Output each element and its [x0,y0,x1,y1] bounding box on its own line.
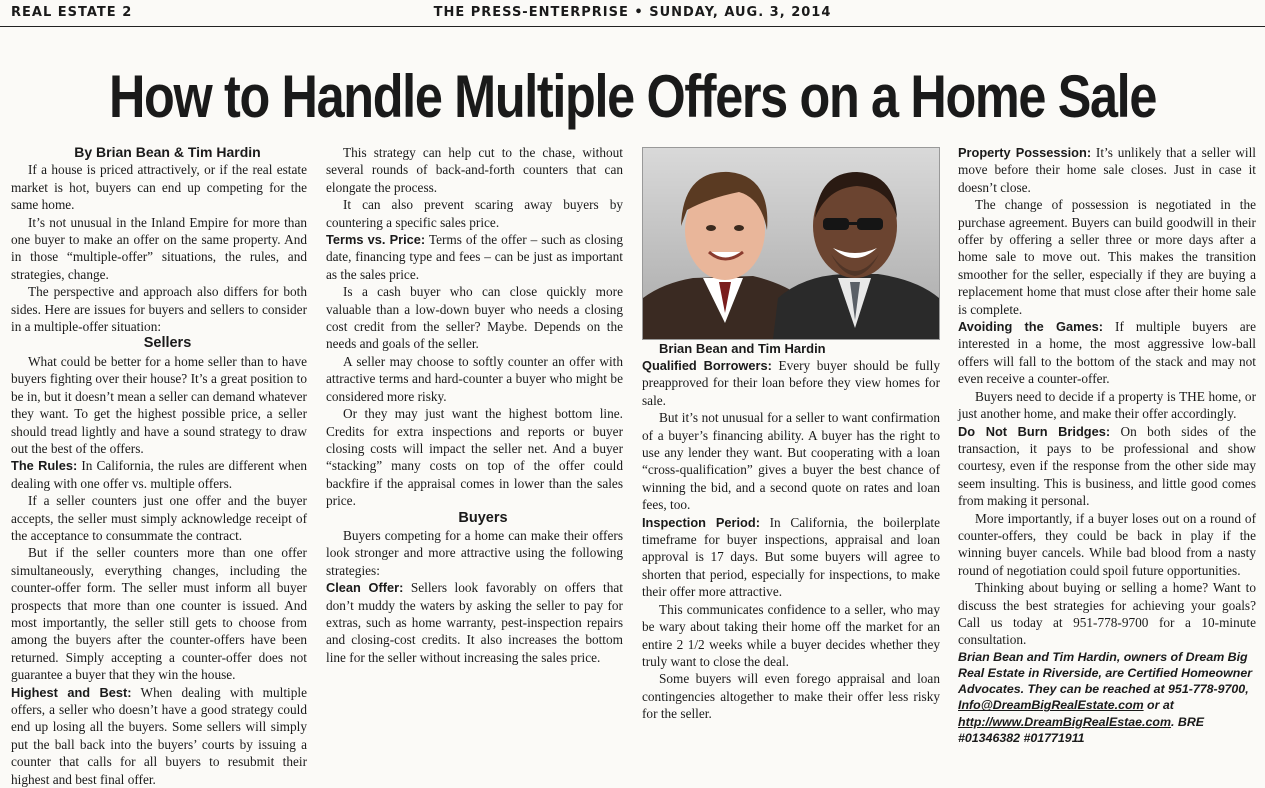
paragraph: A seller may choose to softly counter an offer with attractive terms and hard-counter a buyer who might be considered more risky. [326,353,623,404]
lead-in: Highest and Best: [11,684,132,700]
paper-dateline: THE PRESS-ENTERPRISE • SUNDAY, AUG. 3, 2014 [433,5,832,20]
paragraph: Buyers need to decide if a property is THE home, or just another home, and make their offer accordingly. [958,388,1256,422]
paragraph: Buyers competing for a home can make their offers look stronger and more attractive using the following strategies: [326,527,623,578]
author-photo [642,147,940,340]
column-3-text [642,357,940,723]
photo-image [643,148,939,339]
lead-in: Do Not Burn Bridges: [958,423,1111,439]
paragraph [958,144,1256,196]
paragraph: But it’s not unusual for a seller to want confirmation of a buyer’s financing ability. A buyer has the right to use any lender they want. But cooperating with a loan “cross-qualification” gives a buyer the best chance of winning the bid, and a second quote on rates and loan fees, too. [642,410,940,513]
byline: By Brian Bean & Tim Hardin [74,144,261,160]
lead-text: Sellers look favorably on offers that don’t muddy the waters by asking the seller to pay for extras, such as home warranty, pest-inspection repairs and closing-cost credits. It also increases the bottom line for the seller without increasing the sales price. [326,580,623,665]
lead-text: Terms of the offer – such as closing date, financing type and fees – can be just as important as the sales price. [326,232,623,282]
paragraph [326,579,623,666]
lead-text: In California, the rules are different when dealing with one offer vs. multiple offers. [11,458,307,491]
paragraph: Is a cash buyer who can close quickly more valuable than a low-down buyer who needs a closing cost credit from the seller? Maybe. Depends on the needs and goals of the seller. [326,284,623,352]
lead-in: Clean Offer: [326,580,404,596]
column-3 [642,144,940,774]
paragraph: What could be better for a home seller than to have buyers fighting over their house? It’s a great position to be in, but it doesn’t mean a seller can demand whatever they want. To get the highest possible price, a seller should tread lightly and have a sound strategy to draw out the best of the offers. [11,353,307,456]
column-4 [958,144,1256,774]
lead-text: When dealing with multiple offers, a seller who doesn’t have a good strategy could end up losing all the buyers. Some sellers will simply put the ball back into the buyers’ courts by issuing a counter that calls for all buyers to resubmit their highest and best final offer. [11,684,307,787]
paragraph: Thinking about buying or selling a home? Want to discuss the best strategies for achieving your goals? Call us today at 951-778-9700 for a 10-minute consultation. [958,580,1256,648]
lead-in: Qualified Borrowers: [642,358,772,373]
photo-caption: Brian Bean and Tim Hardin [659,341,826,356]
paragraph: Some buyers will even forego appraisal and loan contingencies altogether to make their offer less risky for the seller. [642,671,940,722]
bio-email-link[interactable]: Info@DreamBigRealEstate.com [958,698,1144,713]
lead-text: Every buyer should be fully preapproved for their loan before they view homes for sale. [642,358,940,408]
paragraph: This communicates confidence to a seller, who may be wary about taking their home off the market for an entire 2 1/2 weeks while a buyer decides whether they truly want to close the deal. [642,601,940,669]
paragraph [326,231,623,283]
subhead-sellers: Sellers [143,335,192,352]
paragraph: It can also prevent scaring away buyers by countering a specific sales price. [326,197,623,230]
article-headline: How to Handle Multiple Offers on a Home Sale [108,63,1157,130]
author-bio [958,649,1256,746]
paragraph [642,514,940,601]
column-2-flow [326,127,623,667]
bio-text: or at [1143,698,1174,713]
lead-text: If multiple buyers are interested in a home, the most aggressive low-ball offers will fall to the bottom of the stack and may not even receive a counter-offer. [958,319,1257,387]
paragraph: It’s not unusual in the Inland Empire for more than one buyer to make an offer on the same property. And in those “multiple-offer” situations, the rules, and strategies, change. [11,214,307,282]
lead-in: Inspection Period: [642,514,760,530]
column-1 [11,144,307,787]
lead-in: Terms vs. Price: [326,232,426,248]
paragraph: The change of possession is negotiated in the purchase agreement. Buyers can build goodwill in their offer by offering a seller three or more days after a home sale to move out. This makes the transition smoother for the seller, especially if they are buying a replacement home that must close after their home sale is complete. [958,197,1256,317]
paragraph [958,318,1256,388]
paragraph: If a house is priced attractively, or if the real estate market is hot, buyers can end up competing for the same home. [11,162,307,213]
bio-text: Brian Bean and Tim Hardin, owners of Dream Big Real Estate in Riverside, are Certified Homeowner Advocates. They can be reached at 951-778-9700, [958,649,1253,697]
subhead-buyers: Buyers [458,509,508,526]
lead-in: Property Possession: [958,145,1092,160]
column-2 [326,144,623,774]
paragraph: This strategy can help cut to the chase, without several rounds of back-and-forth counters that can elongate the process. [326,145,623,195]
page-header [0,0,1265,27]
paragraph [958,423,1256,510]
paragraph [642,357,940,409]
paragraph [11,457,307,492]
paragraph [11,684,307,788]
paragraph: Or they may just want the highest bottom line. Credits for extra inspections and reports or buyer closing costs will impact the seller net. And a buyer “stacking” many costs on top of the offer could backfire if the appraisal comes in lower than the sales price. [326,406,623,509]
paragraph: The perspective and approach also differs for both sides. Here are issues for buyers and sellers to consider in a multiple-offer situation: [11,284,307,335]
paragraph: More importantly, if a buyer loses out on a round of counter-offers, they could be back in play if the winning buyer cancels. While bad blood from a nasty round of negotiation could spoil future opportunities. [958,510,1256,578]
lead-text: It’s unlikely that a seller will move before their home sale closes. Just in case it doesn’t close. [958,145,1256,195]
bio-text: . BRE #01346382 #01771911 [958,714,1205,745]
lead-in: Avoiding the Games: [958,319,1103,335]
bio-website-link[interactable]: http://www.DreamBigRealEstae.com [958,714,1171,729]
section-label: REAL ESTATE 2 [11,5,133,20]
paragraph: But if the seller counters more than one offer simultaneously, everything changes, including the counter-offer form. The seller must inform all buyer prospects that more than one counter is issued. And most importantly, the seller still gets to choose from among the buyers after the counter-offers have been returned. Simply accepting a counter-offer does not guarantee a buyer that they win the house. [11,545,307,683]
lead-text: On both sides of the transaction, it pays to be professional and show courtesy, even if the response from the other side may seem insulting. This is business, and little good comes from making it personal. [958,423,1256,509]
lead-text: In California, the boilerplate timeframe for buyer inspections, appraisal and loan approval is 17 days. But some buyers will agree to shorten that period, especially for inspections, to make their offer more attractive. [642,514,940,600]
lead-in: The Rules: [11,458,78,474]
paragraph: If a seller counters just one offer and the buyer accepts, the seller must simply acknowledge receipt of the acceptance to consummate the contract. [11,493,307,543]
